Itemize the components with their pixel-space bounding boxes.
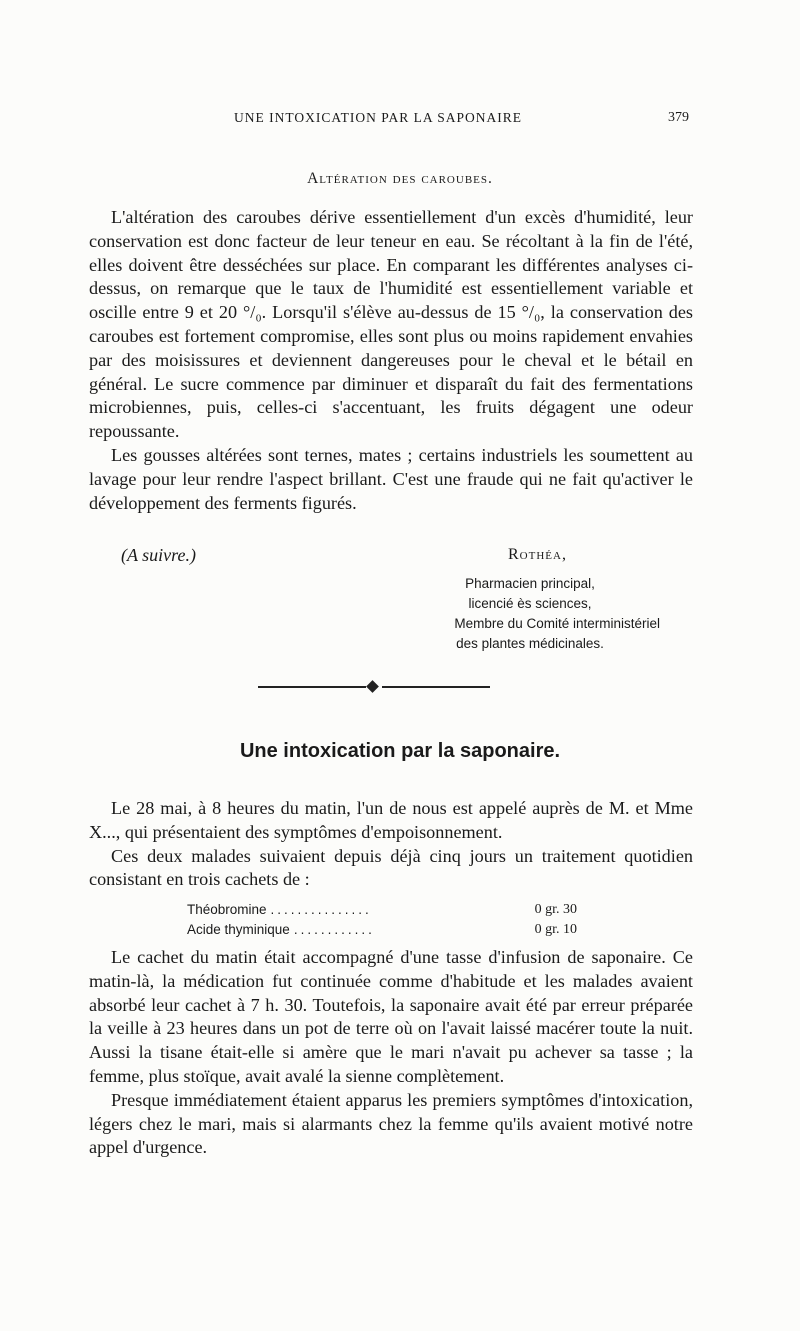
section-title: Altération des caroubes. (307, 170, 493, 187)
prescription-list (187, 900, 577, 940)
paragraph: L'altération des caroubes dérive essentiellement d'un excès d'humidité, leur conservation est donc facteur de leur teneur en eau. Se récoltant à la fin de l'été, elles doivent être desséchées sur place. En comparant les différentes analyses ci-dessus, on remarque que le taux de l'humidité est essentiellement variable et oscille entre 9 et 20 °/₀. Lorsqu'il s'élève au-dessus de 15 °/₀, la conservation des caroubes est fortement compromise, elles sont plus ou moins rapidement envahies par des moisissures et deviennent dangereuses pour le cheval et le bétail en général. Le sucre commence par diminuer et disparaît du fait des fermentations microbiennes, puis, celles-ci s'accentuant, les fruits dégagent une odeur repoussante. (89, 207, 693, 442)
divider-line (258, 686, 366, 688)
section-body (89, 206, 693, 515)
leader-dots: ............... (270, 902, 372, 917)
author-title: des plantes médicinales. (456, 636, 604, 651)
paragraph: Le cachet du matin était accompagné d'une tasse d'infusion de saponaire. Ce matin-là, la médication fut continuée comme d'habitude et les malades avaient absorbé leur cachet à 7 h. 30. Toutefois, la saponaire avait été par erreur préparée la veille à 23 heures dans un pot de terre où on l'avait laissé macérer toute la nuit. Aussi la tisane était-elle si amère que le mari n'avait pu achever sa tasse ; la femme, plus stoïque, avait avalé la sienne complètement. (89, 947, 693, 1086)
paragraph: Ces deux malades suivaient depuis déjà cinq jours un traitement quotidien consistant en trois cachets de : (89, 845, 693, 890)
author-title: Pharmacien principal, (465, 576, 595, 591)
ingredient-dose: 0 gr. 30 (534, 902, 577, 917)
to-be-continued: (A suivre.) (121, 545, 196, 565)
author-title: Membre du Comité interministériel (454, 616, 660, 631)
section-divider (258, 680, 490, 694)
ingredient-dose: 0 gr. 10 (534, 922, 577, 937)
prescription-row (187, 920, 577, 940)
page-number: 379 (668, 110, 689, 125)
paragraph: Le 28 mai, à 8 heures du matin, l'un de nous est appelé auprès de M. et Mme X..., qui présentaient des symptômes d'empoisonnement. (89, 798, 693, 842)
leader-dots: ............ (293, 922, 375, 937)
ingredient-name: Théobromine (187, 902, 267, 917)
diamond-ornament-icon (366, 680, 379, 693)
paragraph: Les gousses altérées sont ternes, mates ; certains industriels les soumettent au lavage pour leur rendre l'aspect brillant. C'est une fraude qui ne fait qu'activer le développement des ferments figurés. (89, 444, 693, 513)
paragraph: Presque immédiatement étaient apparus les premiers symptômes d'intoxication, légers chez le mari, mais si alarmants chez la femme qu'ils avaient motivé notre appel d'urgence. (89, 1089, 693, 1158)
author-name: Rothéa, (508, 546, 567, 563)
prescription-row (187, 900, 577, 920)
article-title: Une intoxication par la saponaire. (239, 740, 561, 762)
running-header (0, 110, 800, 130)
author-title: licencié ès sciences, (468, 596, 592, 611)
signature-block (0, 545, 800, 665)
running-title: UNE INTOXICATION PAR LA SAPONAIRE (234, 110, 523, 125)
divider-line (382, 686, 490, 688)
ingredient-name: Acide thyminique (187, 922, 290, 937)
article-intro (89, 797, 693, 892)
article-body (89, 946, 693, 1160)
